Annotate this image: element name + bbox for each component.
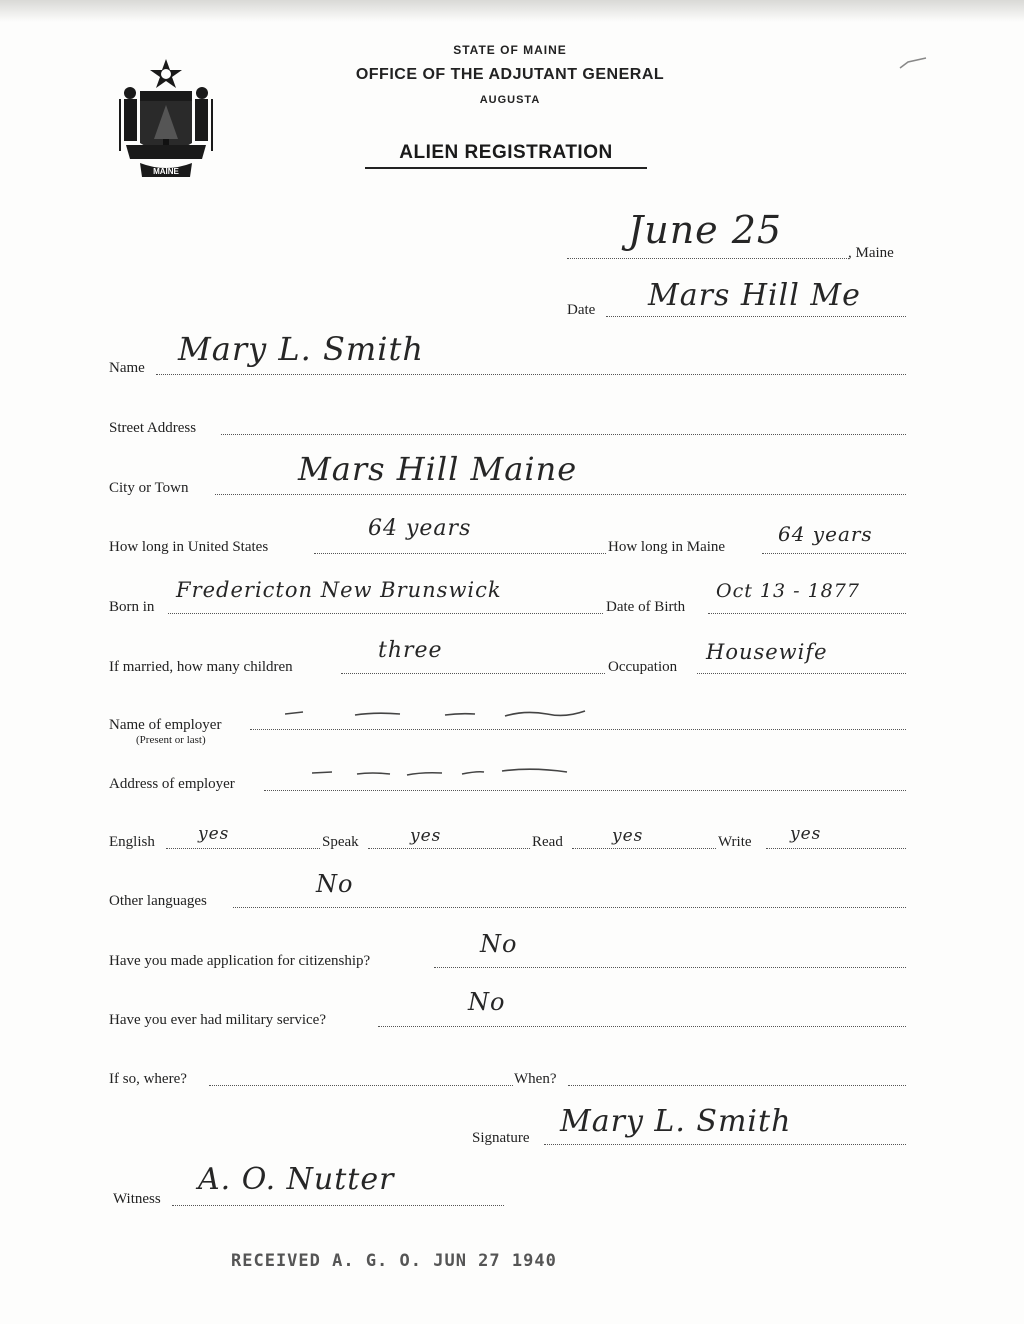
military-value: No [468, 988, 506, 1016]
children-label: If married, how many children [109, 659, 293, 675]
maine-suffix-label: , Maine [848, 245, 894, 261]
header-state: STATE OF MAINE [453, 43, 567, 57]
city-value: Mars Hill Maine [298, 450, 578, 488]
date-line-value: June 25 [628, 208, 783, 252]
form-title: ALIEN REGISTRATION [365, 142, 647, 169]
date-of-birth-dots [708, 613, 906, 614]
english-dots [166, 848, 320, 849]
write-value: yes [790, 824, 822, 844]
how-long-maine-value: 64 years [778, 522, 873, 546]
witness-label: Witness [113, 1191, 161, 1207]
city-dots [215, 494, 906, 495]
date-line-dots [567, 258, 849, 259]
read-dots [572, 848, 716, 849]
when-label: When? [514, 1071, 557, 1087]
children-value: three [378, 638, 443, 663]
employer-name-label: Name of employer [109, 717, 222, 733]
header-city: AUGUSTA [479, 94, 541, 106]
employer-address-dots [264, 790, 906, 791]
born-in-value: Fredericton New Brunswick [176, 578, 502, 602]
other-languages-dots [233, 907, 906, 908]
speak-label: Speak [322, 834, 359, 850]
witness-dots [172, 1205, 504, 1206]
maine-state-seal [110, 55, 222, 180]
write-label: Write [718, 834, 752, 850]
speak-value: yes [410, 826, 442, 846]
employer-address-label: Address of employer [109, 776, 235, 792]
employer-name-note: (Present or last) [136, 734, 206, 746]
header-office: OFFICE OF THE ADJUTANT GENERAL [355, 66, 665, 83]
english-label: English [109, 834, 155, 850]
other-languages-label: Other languages [109, 893, 207, 909]
how-long-us-value: 64 years [368, 516, 472, 541]
date-label: Date [567, 302, 596, 318]
occupation-value: Housewife [706, 640, 828, 664]
signature-value: Mary L. Smith [560, 1104, 792, 1139]
born-in-dots [168, 613, 603, 614]
scan-edge [0, 0, 1024, 22]
born-in-label: Born in [109, 599, 155, 615]
military-dots [378, 1026, 906, 1027]
how-long-maine-label: How long in Maine [608, 539, 726, 555]
citizenship-label: Have you made application for citizenship? [109, 953, 371, 969]
signature-dots [544, 1144, 906, 1145]
name-value: Mary L. Smith [178, 330, 424, 368]
seal-lettering: MAINE [153, 167, 179, 176]
read-value: yes [612, 826, 644, 846]
check-mark [898, 56, 928, 70]
date-of-birth-label: Date of Birth [606, 599, 686, 615]
how-long-us-label: How long in United States [109, 539, 269, 555]
occupation-label: Occupation [608, 659, 678, 675]
street-label: Street Address [109, 420, 197, 436]
occupation-dots [697, 673, 906, 674]
employer-name-dashes [285, 706, 595, 720]
received-stamp: RECEIVED A. G. O. JUN 27 1940 [231, 1251, 557, 1271]
children-dots [341, 673, 605, 674]
where-dots [209, 1085, 513, 1086]
english-value: yes [198, 824, 230, 844]
name-dots [156, 374, 906, 375]
how-long-maine-dots [762, 553, 906, 554]
where-label: If so, where? [109, 1071, 187, 1087]
military-label: Have you ever had military service? [109, 1012, 326, 1028]
date-of-birth-value: Oct 13 - 1877 [716, 580, 860, 602]
city-label: City or Town [109, 480, 189, 496]
signature-label: Signature [472, 1130, 530, 1146]
employer-name-dots [250, 729, 906, 730]
witness-value: A. O. Nutter [198, 1162, 395, 1197]
speak-dots [368, 848, 530, 849]
date-place-value: Mars Hill Me [648, 278, 861, 313]
employer-address-dashes [312, 764, 572, 780]
other-languages-value: No [316, 870, 354, 898]
citizenship-dots [434, 967, 906, 968]
street-dots [221, 434, 906, 435]
date-dots [606, 316, 906, 317]
when-dots [568, 1085, 906, 1086]
read-label: Read [532, 834, 563, 850]
how-long-us-dots [314, 553, 606, 554]
name-label: Name [109, 360, 145, 376]
write-dots [766, 848, 906, 849]
citizenship-value: No [480, 930, 518, 958]
